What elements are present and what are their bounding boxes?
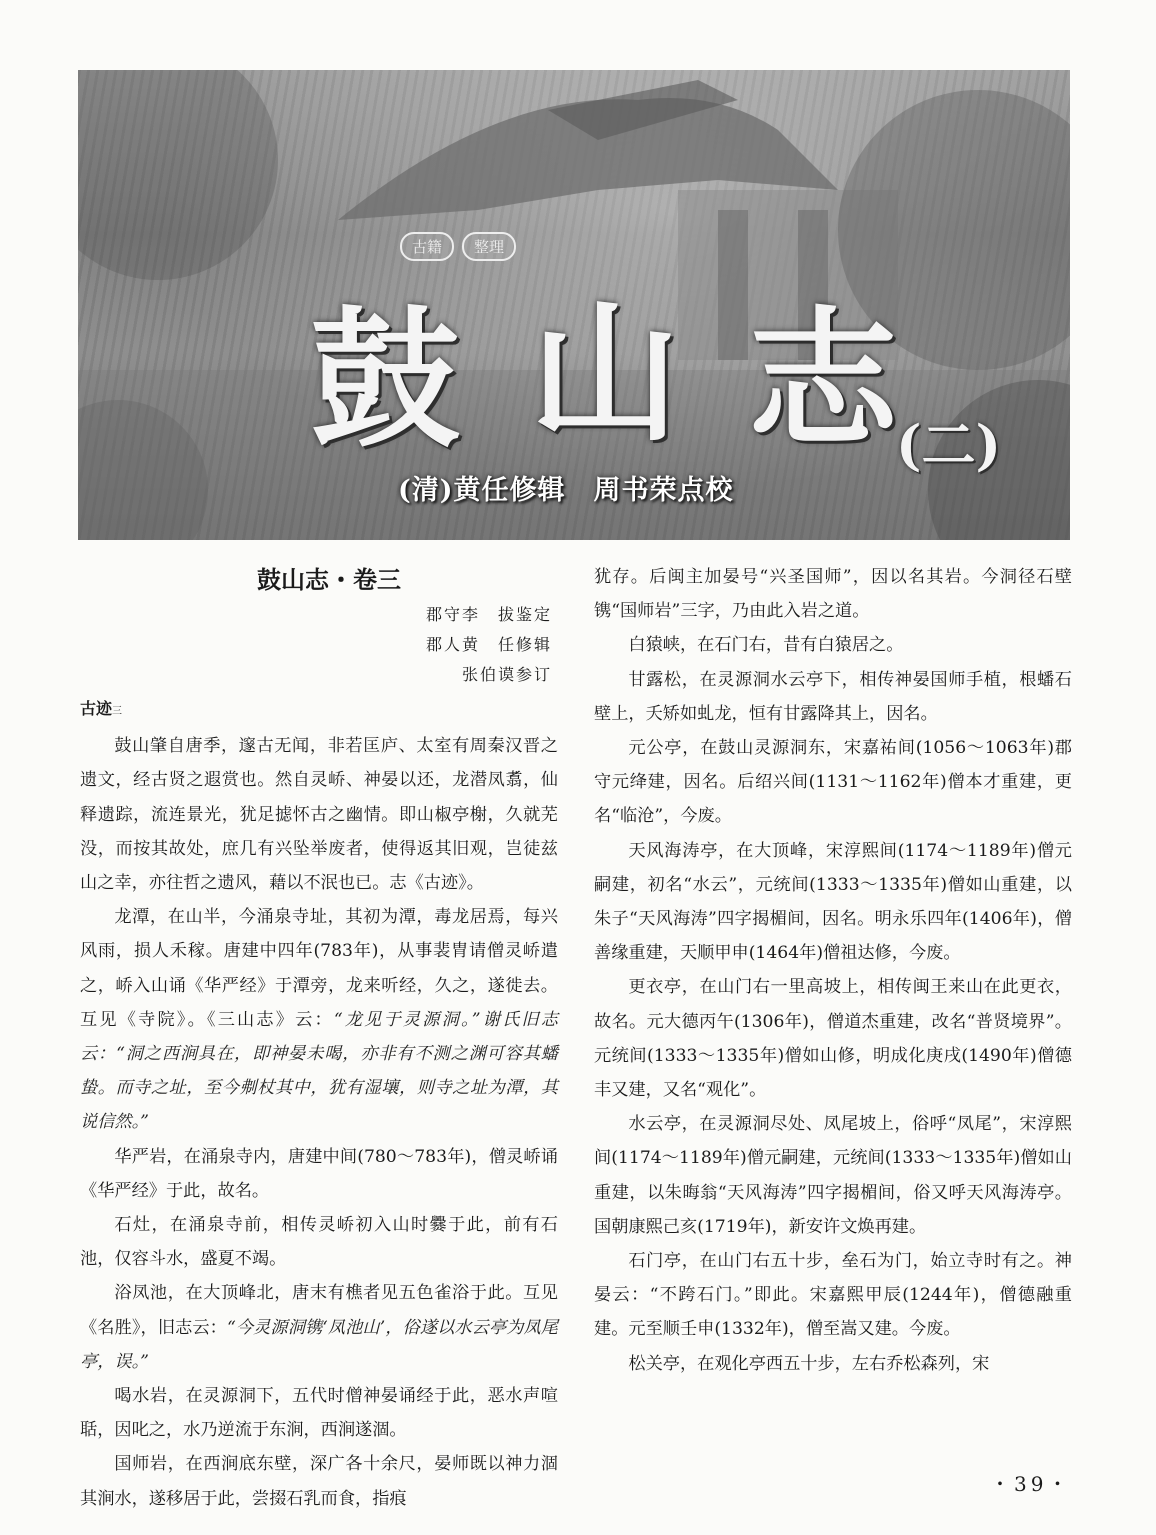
banner-title: [78, 286, 1070, 495]
chapter-heading: 鼓山志・卷三: [257, 566, 401, 594]
paragraph: 水云亭，在灵源洞尽处、凤尾坡上，俗呼“凤尾”，宋淳熙间(1174～1189年)僧元嗣建，元统间(1333～1335年)僧如山重建，以朱晦翁“天风海涛”四字揭楣间，俗又呼天风海涛亭。国朝康熙己亥(1719年)，新安许文焕再建。: [594, 1114, 1072, 1237]
paragraph: 喝水岩，在灵源洞下，五代时僧神晏诵经于此，恶水声喧聒，因叱之，水乃逆流于东涧，西涧遂涸。: [80, 1386, 558, 1441]
section-title-text: 古迹: [80, 699, 113, 718]
quoted-note: “今灵源洞镌‘凤池山’，俗遂以水云亭为凤尾亭，误。”: [80, 1317, 558, 1372]
paragraph: 元公亭，在鼓山灵源洞东，宋嘉祐间(1056～1063年)郡守元绛建，因名。后绍兴间(1131～1162年)僧本才重建，更名“临沧”，今废。: [594, 738, 1072, 827]
paragraph: 更衣亭，在山门右一里高坡上，相传闽王来山在此更衣，故名。元大德丙午(1306年)，僧道杰重建，改名“普贤境界”。元统间(1333～1335年)僧如山修，明成化庚戌(1490年)僧德丰又建，又名“观化”。: [594, 977, 1072, 1101]
credit-line-2: 郡人黄 任修辑: [425, 635, 552, 654]
paragraph-text: 浴凤池，在大顶峰北，唐末有樵者见五色雀浴于此。互见《名胜》，旧志云：: [80, 1283, 558, 1338]
paragraph: 国师岩，在西涧底东壁，深广各十余尺，晏师既以神力涸其涧水，遂移居于此，尝掇石乳而食，指痕: [80, 1454, 558, 1509]
volume-number: (二): [896, 413, 1002, 477]
left-column: [80, 560, 558, 1516]
paragraph: 石灶，在涌泉寺前，相传灵峤初入山时爨于此，前有石池，仅容斗水，盛夏不竭。: [80, 1215, 558, 1270]
paragraph: 松关亭，在观化亭西五十步，左右乔松森列，宋: [628, 1353, 990, 1374]
paragraph: [80, 900, 558, 1139]
paragraph: 天风海涛亭，在大顶峰，宋淳熙间(1174～1189年)僧元嗣建，初名“水云”，元统间(1333～1335年)僧如山重建，以朱子“天风海涛”四字揭楣间，因名。明永乐四年(1406年)，僧善缘重建，天顺甲申(1464年)僧祖达修，今废。: [594, 840, 1072, 964]
title-char-zhi: 志: [748, 292, 899, 468]
page-number: ・39・: [990, 1472, 1072, 1496]
section-title: [80, 692, 558, 729]
paragraph: 鼓山肇自唐季，邃古无闻，非若匡庐、太室有周秦汉晋之遗文，经古贤之遐赏也。然自灵峤、神晏以还，龙潜凤翥，仙释遗踪，流连景光，犹足摅怀古之幽情。即山椒亭榭，久就芜没，而按其故处，庶几有兴坠举废者，使得返其旧观，岂徒兹山之幸，亦往哲之遗风，藉以不泯也已。志《古迹》。: [80, 736, 558, 894]
title-tags: [400, 232, 516, 261]
paragraph: [80, 1276, 558, 1379]
section-mark: 三: [112, 706, 123, 717]
author-credit: (清)黄任修辑 周书荣点校: [398, 475, 734, 506]
title-char-gu: 鼓: [310, 292, 461, 468]
paragraph: 甘露松，在灵源洞水云亭下，相传神晏国师手植，根蟠石壁上，夭矫如虬龙，恒有甘露降其上，因名。: [594, 669, 1072, 724]
title-char-shan: 山: [530, 286, 681, 462]
paragraph: 犹存。后闽主加晏号“兴圣国师”，因以名其岩。今洞径石壁镌“国师岩”三字，乃由此入岩之道。: [594, 567, 1072, 622]
paragraph: 石门亭，在山门右五十步，垒石为门，始立寺时有之。神晏云：“不跨石门。”即此。宋嘉熙甲辰(1244年)，僧德融重建。元至顺壬申(1332年)，僧至嵩又建。今废。: [594, 1251, 1072, 1340]
paragraph: 白猿峡，在石门右，昔有白猿居之。: [628, 635, 904, 656]
quoted-note: “龙见于灵源洞。”谢氏旧志云：“洞之西涧具在，即神晏未喝，亦非有不测之渊可容其蟠蛰。而寺之址，至今刜杖其中，犹有湿壤，则寺之址为潭，其说信然。”: [80, 1009, 558, 1133]
credit-line-3: 张伯谟参订: [461, 665, 552, 684]
tag-compilation: 整理: [462, 232, 516, 261]
right-column: [594, 560, 1072, 1381]
paragraph: 华严岩，在涌泉寺内，唐建中间(780～783年)，僧灵峤诵《华严经》于此，故名。: [80, 1146, 558, 1201]
paragraph-text: 龙潭，在山半，今涌泉寺址，其初为潭，毒龙居焉，每兴风雨，损人禾稼。唐建中四年(783年)，从事裴胄请僧灵峤遣之，峤入山诵《华严经》于潭旁，龙来听经，久之，遂徙去。互见《寺院》。《三山志》云：: [80, 907, 558, 1030]
credit-line-1: 郡守李 拔鉴定: [425, 605, 552, 624]
tag-ancient-books: 古籍: [400, 232, 454, 261]
title-banner: [78, 70, 1070, 540]
